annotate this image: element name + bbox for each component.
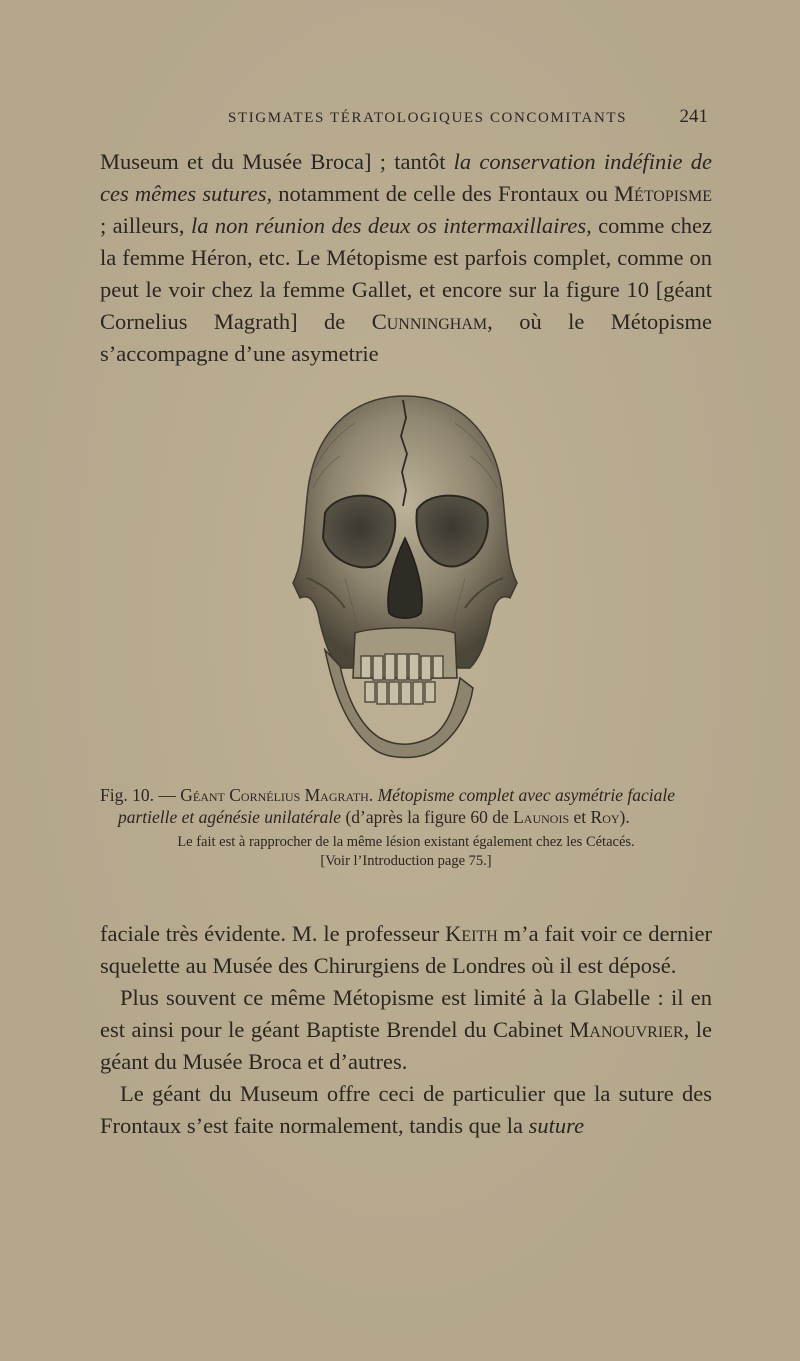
text-run: (d’après la figure 60 de bbox=[341, 807, 514, 827]
text-run: Le géant du Museum offre ceci de particulier que la suture des Frontaux s’est faite normalement, tandis que la bbox=[100, 1081, 712, 1138]
italic-run: Métopisme complet avec asymétrie faciale partielle et agénésie unilatérale bbox=[118, 785, 675, 827]
text-run: , le géant du Musée Broca et d’autres. bbox=[100, 1017, 712, 1074]
caption-note-line: [Voir l’Introduction page 75.] bbox=[320, 853, 492, 869]
text-run: notamment de celle des Frontaux ou bbox=[272, 181, 615, 206]
text-run: Plus souvent ce même Métopisme est limité à la Glabelle : il en est ainsi pour le géant Baptiste Brendel du Cabinet bbox=[100, 985, 712, 1042]
caption-text bbox=[100, 784, 712, 828]
paragraph-text bbox=[100, 982, 712, 1078]
caption-note bbox=[100, 833, 712, 871]
paragraph-text bbox=[100, 1078, 712, 1142]
text-run: m’a fait voir ce dernier squelette au Musée des Chirurgiens de Londres où il est déposé. bbox=[100, 921, 713, 978]
author-name: Roy bbox=[590, 807, 620, 827]
author-name: Cunningham bbox=[371, 309, 488, 334]
text-run: . bbox=[368, 785, 378, 805]
italic-run: suture bbox=[528, 1113, 585, 1138]
paragraph-top bbox=[100, 146, 712, 370]
author-name: Keith bbox=[445, 921, 498, 946]
text-run: comme chez la femme Héron, etc. Le Métopisme est parfois complet, comme on peut le voir chez la femme Gallet, et encore sur la figure 10 [géant Cornelius Magrath] de bbox=[100, 213, 712, 334]
caption-main bbox=[100, 784, 712, 828]
italic-run: la conservation indéfinie de ces mêmes sutures, bbox=[100, 149, 712, 206]
text-run: ). bbox=[619, 807, 630, 827]
author-name: Launois bbox=[513, 807, 570, 827]
teeth bbox=[361, 654, 443, 704]
paragraph-bottom bbox=[100, 918, 712, 1142]
running-head bbox=[100, 106, 712, 130]
text-run: et bbox=[569, 807, 591, 827]
figure-label: Fig. 10. — bbox=[100, 785, 181, 805]
skull-drawing bbox=[285, 388, 525, 773]
text-run: ; ailleurs, bbox=[100, 213, 191, 238]
figure-caption bbox=[100, 784, 712, 871]
caption-note-line: Le fait est à rapprocher de la même lésion existant également chez les Cétacés. bbox=[177, 834, 635, 850]
page-number: 241 bbox=[679, 106, 708, 127]
small-caps-term: Métopisme bbox=[614, 181, 712, 206]
paragraph-text bbox=[100, 918, 712, 982]
author-name: Manouvrier bbox=[569, 1017, 684, 1042]
italic-run: la non réunion des deux os intermaxillaires, bbox=[190, 213, 592, 238]
text-run: faciale très évidente. M. le professeur bbox=[100, 921, 446, 946]
text-run: Museum et du Musée Broca] ; tantôt bbox=[100, 149, 454, 174]
running-title: STIGMATES TÉRATOLOGIQUES CONCOMITANTS bbox=[228, 110, 628, 126]
text-run: , où le Métopisme s’accompagne d’une asymetrie bbox=[100, 309, 713, 366]
skull-illustration bbox=[285, 388, 525, 773]
figure-subject: Géant Cornélius Magrath bbox=[180, 785, 369, 805]
paragraph-text bbox=[100, 146, 712, 370]
